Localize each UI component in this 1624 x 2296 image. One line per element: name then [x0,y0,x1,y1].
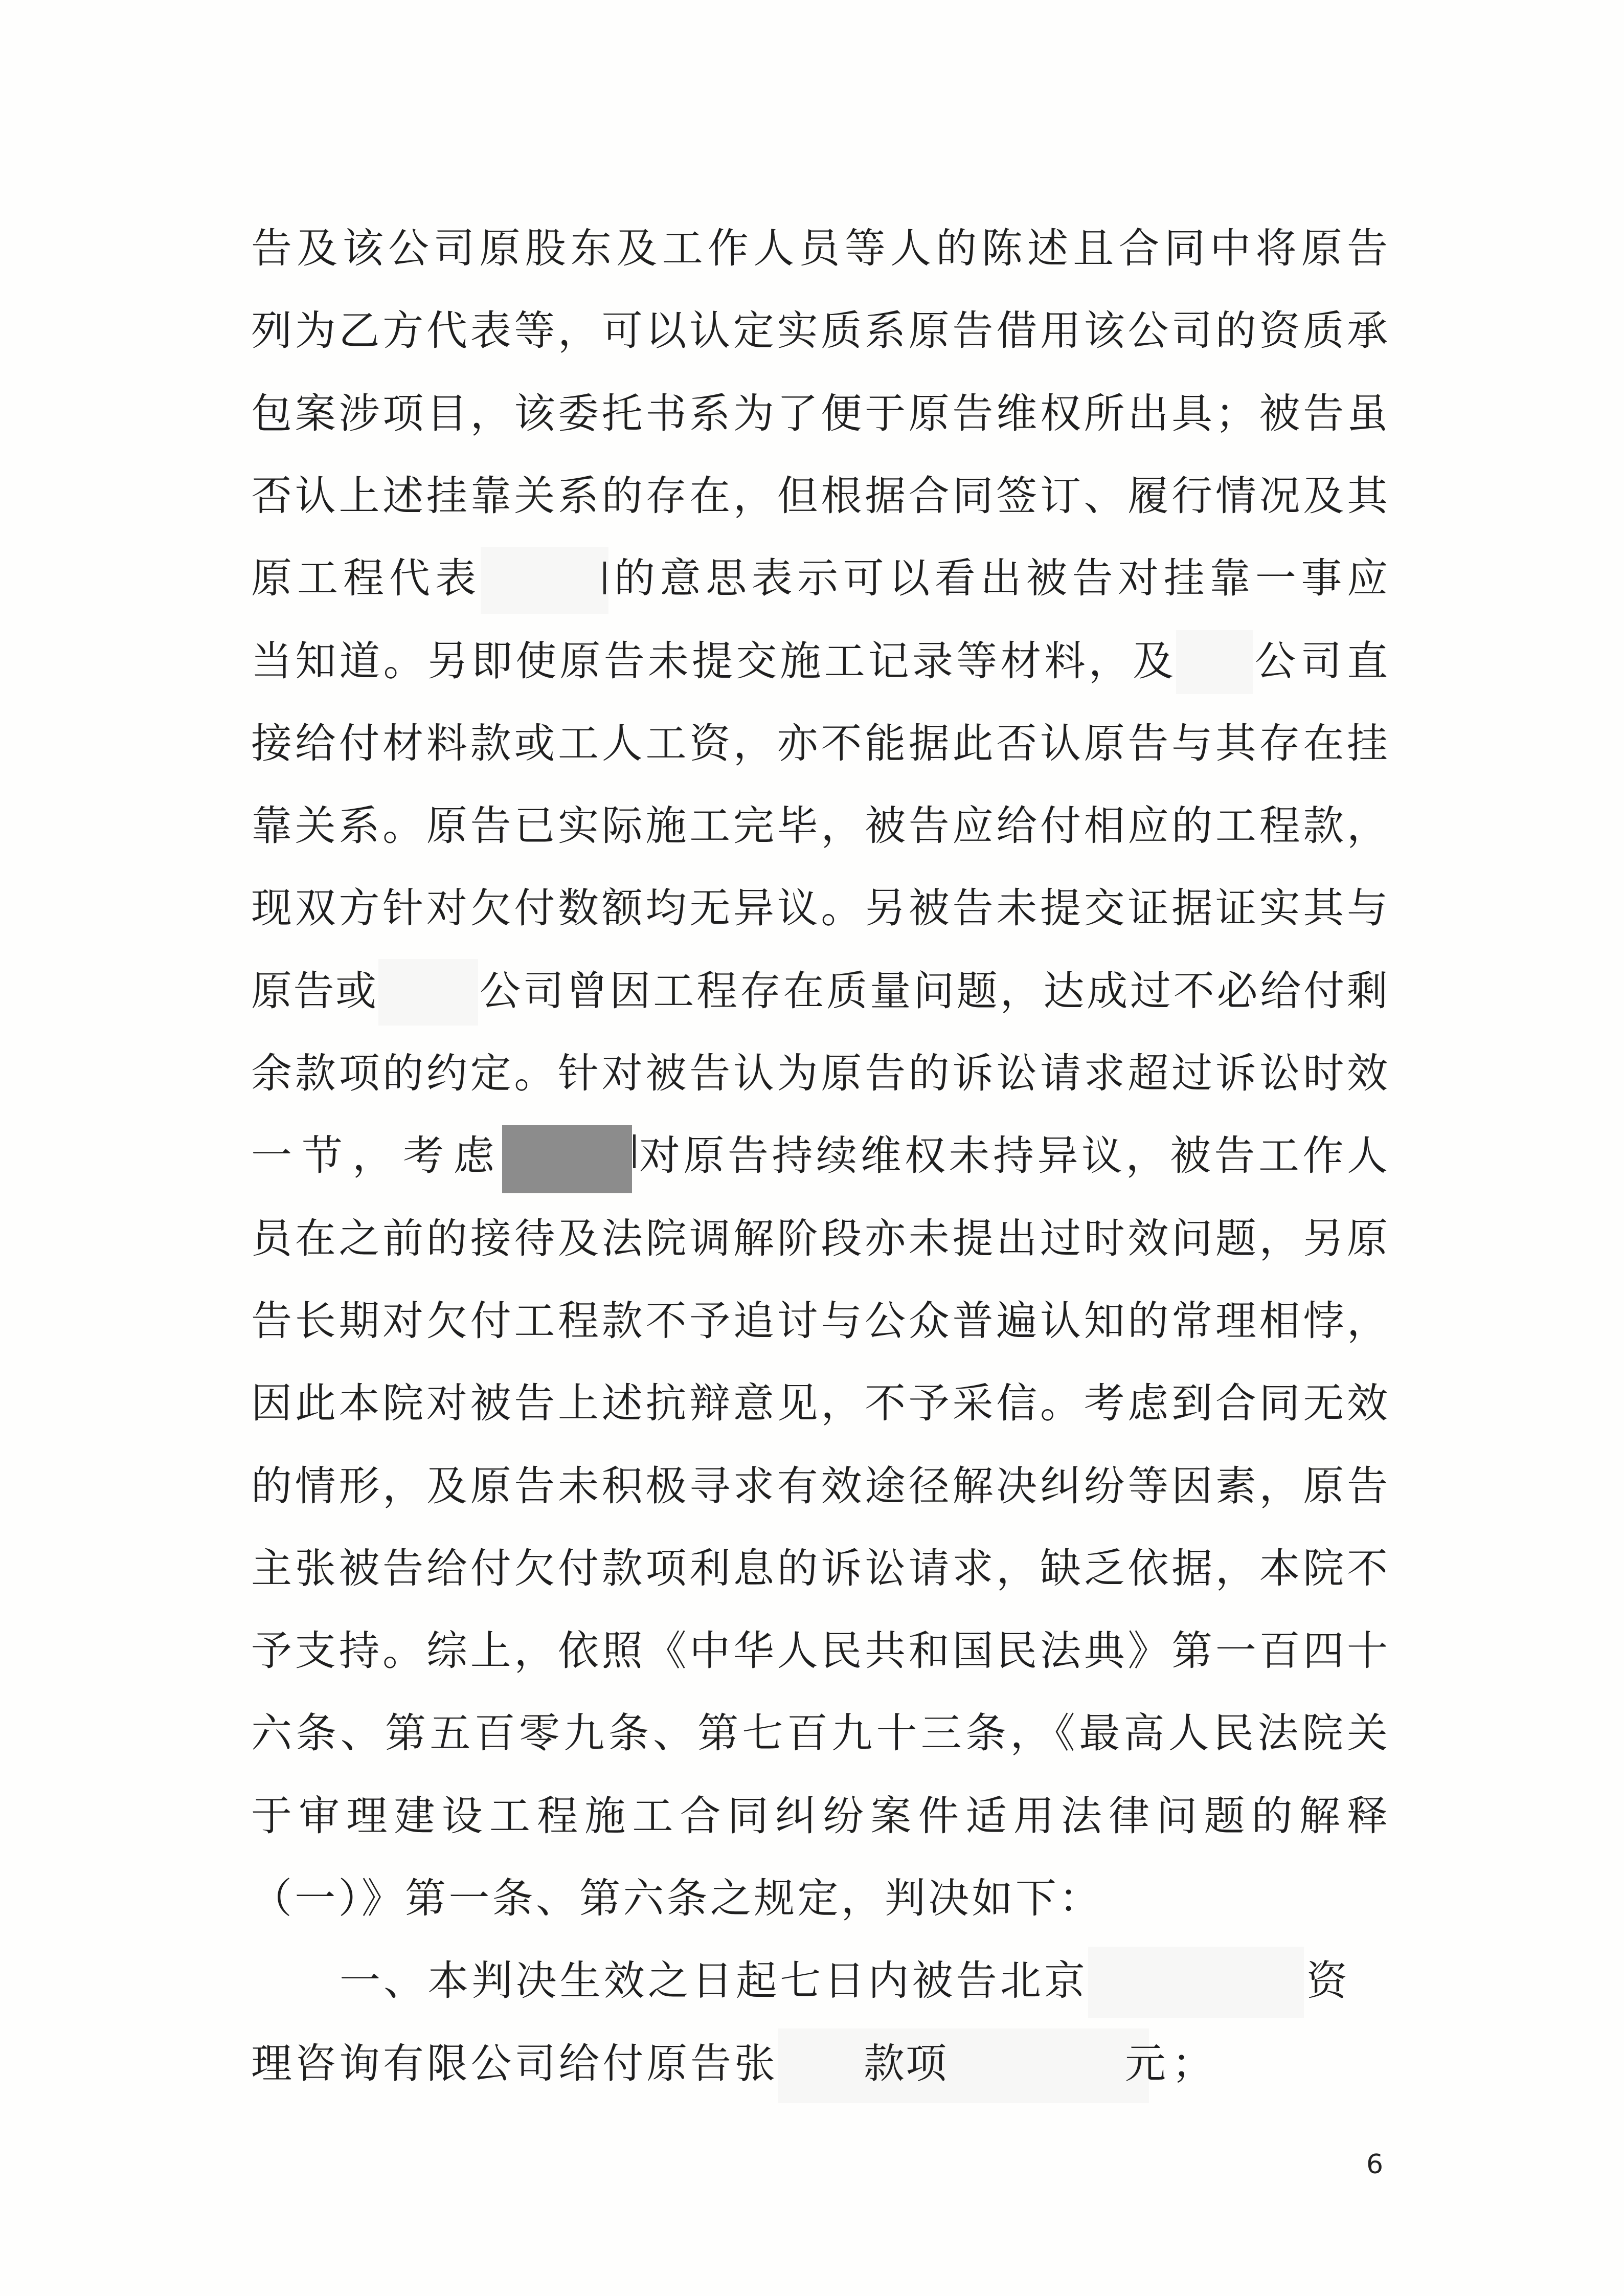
redaction-edge-remnant [633,1134,636,1168]
document-line-segment: 原告或 [251,967,376,1015]
document-line: 余款项的约定。针对被告认为原告的诉讼请求超过诉讼时效 [251,1050,1388,1097]
document-line: 六条、第五百零九条、第七百九十三条，《最高人民法院关 [251,1709,1388,1757]
judgment-item-segment: 理咨询有限公司给付原告张 [251,2040,775,2087]
document-line: 列为乙方代表等，可以认定实质系原告借用该公司的资质承 [251,307,1388,354]
judgment-item-segment: 款项 [864,2040,946,2087]
document-line-segment: 当知道。另即使原告未提交施工记录等材料，及 [251,637,1174,685]
document-line: 主张被告给付欠付款项利息的诉讼请求，缺乏依据，本院不 [251,1545,1388,1592]
document-line: 包案涉项目，该委托书系为了便于原告维权所出具；被告虽 [251,390,1388,437]
document-line: （一）》第一条、第六条之规定，判决如下： [251,1875,1100,1922]
document-line-segment: 原工程代表 [251,554,476,602]
document-line: 予支持。综上，依照《中华人民共和国民法典》第一百四十 [251,1627,1388,1675]
redaction-edge-remnant [603,562,606,594]
judgment-item-segment: 一、本判决生效之日起七日内被告北京 [340,1957,1085,2004]
document-line-segment: 公司曾因工程存在质量问题，达成过不必给付剩 [480,967,1388,1015]
redaction-blank [1088,1947,1304,2018]
redaction-blank [481,547,608,614]
document-line-segment: 对原告持续维权未持异议，被告工作人 [639,1132,1388,1179]
redaction-blank [378,959,478,1026]
document-line: 现双方针对欠付数额均无异议。另被告未提交证据证实其与 [251,884,1388,932]
document-line: 告及该公司原股东及工作人员等人的陈述且合同中将原告 [251,225,1388,272]
judgment-item-segment: 资 [1306,1957,1347,2004]
redaction-blank [1176,630,1253,694]
document-line: 的情形，及原告未积极寻求有效途径解决纠纷等因素，原告 [251,1462,1388,1510]
document-line: 员在之前的接待及法院调解阶段亦未提出过时效问题，另原 [251,1215,1388,1262]
document-line-segment: 公司直 [1255,637,1388,685]
redaction-blank [778,2028,1149,2103]
document-line: 接给付材料款或工人工资，亦不能据此否认原告与其存在挂 [251,720,1388,767]
document-line: 否认上述挂靠关系的存在，但根据合同签订、履行情况及其 [251,472,1388,520]
judgment-item-segment: 元； [1125,2040,1213,2087]
page-number: 6 [1366,2149,1384,2180]
redaction-box [502,1125,632,1193]
document-line: 告长期对欠付工程款不予追讨与公众普遍认知的常理相悖， [251,1297,1388,1345]
document-line: 于审理建设工程施工合同纠纷案件适用法律问题的解释 [251,1792,1388,1840]
document-line: 靠关系。原告已实际施工完毕，被告应给付相应的工程款， [251,802,1388,850]
document-line: 因此本院对被告上述抗辩意见，不予采信。考虑到合同无效 [251,1379,1388,1427]
document-line-segment: 的意思表示可以看出被告对挂靠一事应 [614,554,1388,602]
document-line-segment: 一节，考虑 [251,1132,494,1179]
